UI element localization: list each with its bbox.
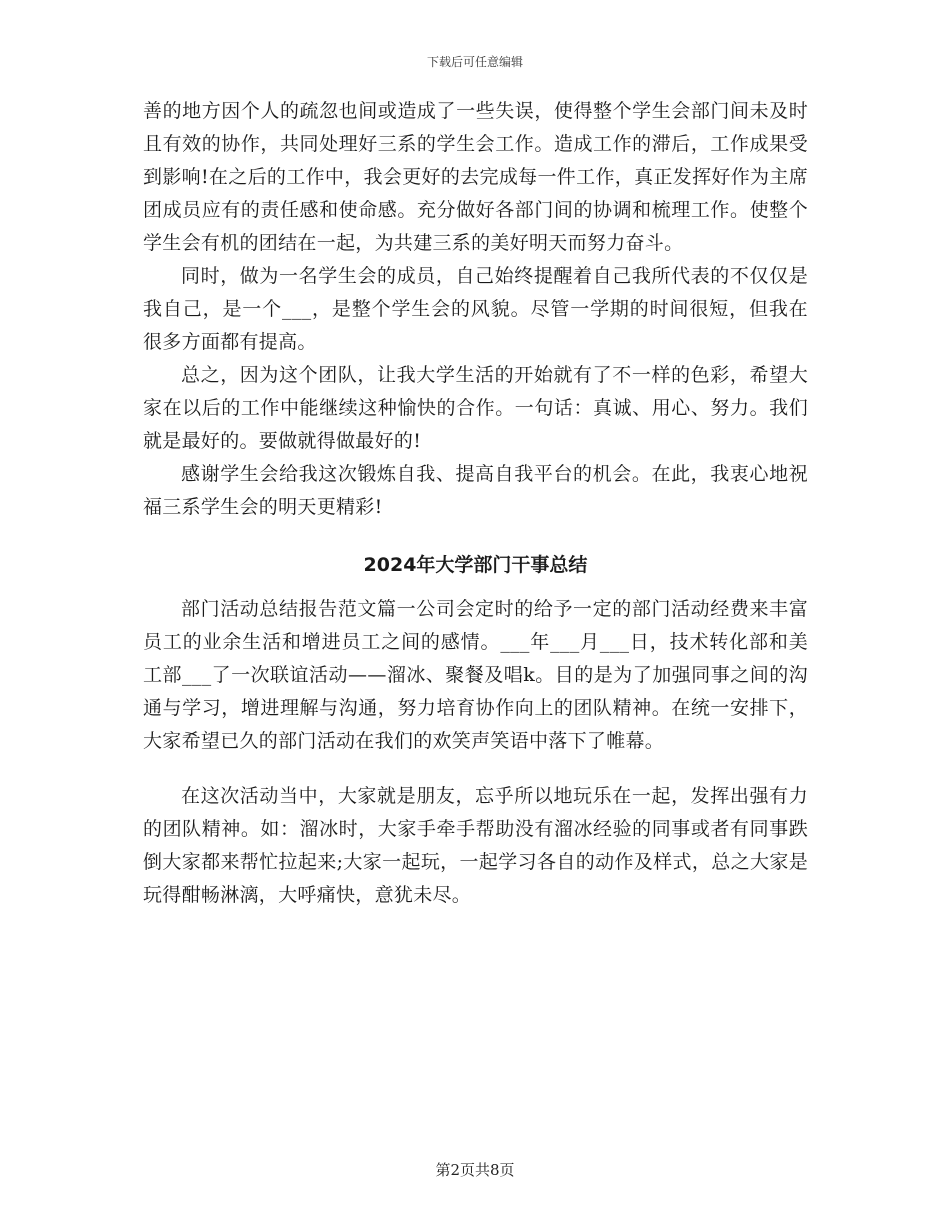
section-title: 2024年大学部门干事总结 xyxy=(363,554,588,576)
paragraph-6: 在这次活动当中，大家就是朋友，忘乎所以地玩乐在一起，发挥出强有力的团队精神。如：溜冰时，大家手牵手帮助没有溜冰经验的同事或者有同事跌倒大家都来帮忙拉起来;大家一起玩，一起学习各自的动作及样式，总之大家是玩得酣畅淋漓，大呼痛快，意犹未尽。 xyxy=(143,785,808,906)
paragraph-gap xyxy=(143,758,808,780)
paragraph-3: 总之，因为这个团队，让我大学生活的开始就有了不一样的色彩，希望大家在以后的工作中能继续这种愉快的合作。一句话：真诚、用心、努力。我们就是最好的。要做就得做最好的! xyxy=(143,364,808,452)
paragraph-5: 部门活动总结报告范文篇一公司会定时的给予一定的部门活动经费来丰富员工的业余生活和增进员工之间的感情。___年___月___日，技术转化部和美工部___了一次联谊活动——溜冰、聚餐及唱k。目的是为了加强同事之间的沟通与学习，增进理解与沟通，努力培育协作向上的团队精神。在统一安排下，大家希望已久的部门活动在我们的欢笑声笑语中落下了帷幕。 xyxy=(143,598,808,752)
paragraph-2: 同时，做为一名学生会的成员，自己始终提醒着自己我所代表的不仅仅是我自己，是一个___，是整个学生会的风貌。尽管一学期的时间很短，但我在很多方面都有提高。 xyxy=(143,265,808,353)
page-header-note: 下载后可任意编辑 xyxy=(426,55,523,69)
document-body xyxy=(143,95,808,912)
paragraph-1: 善的地方因个人的疏忽也间或造成了一些失误，使得整个学生会部门间未及时且有效的协作，共同处理好三系的学生会工作。造成工作的滞后，工作成果受到影响!在之后的工作中，我会更好的去完成每一件工作，真正发挥好作为主席团成员应有的责任感和使命感。充分做好各部门间的协调和梳理工作。使整个学生会有机的团结在一起，为共建三系的美好明天而努力奋斗。 xyxy=(143,100,808,254)
paragraph-4: 感谢学生会给我这次锻炼自我、提高自我平台的机会。在此，我衷心地祝福三系学生会的明天更精彩! xyxy=(143,463,808,518)
page-footer-number: 第2页共8页 xyxy=(435,1161,515,1179)
